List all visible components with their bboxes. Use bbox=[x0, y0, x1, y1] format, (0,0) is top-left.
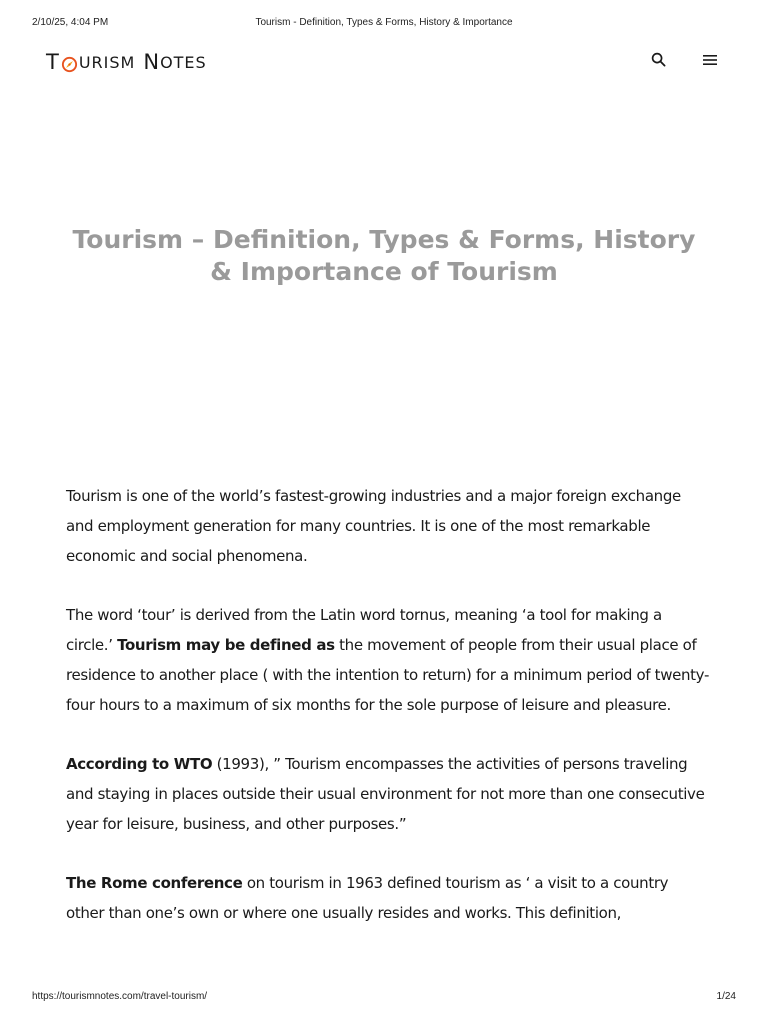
paragraph-definition bbox=[66, 601, 710, 720]
paragraph-definition-text-a: The word ‘tour’ is derived from the Latin word tornus, meaning ‘a tool for making a circle.’ bbox=[66, 606, 662, 654]
print-page-number: 1/24 bbox=[716, 991, 736, 1002]
print-datetime: 2/10/25, 4:04 PM bbox=[32, 17, 109, 28]
logo-text-urism: URISM bbox=[78, 52, 136, 72]
site-logo[interactable] bbox=[46, 50, 207, 74]
logo-letter-n: N bbox=[143, 50, 161, 74]
paragraph-wto-text: (1993), ” Tourism encompasses the activities of persons traveling and staying in places outside their usual environment for not more than one consecutive year for leisure, business, and other purposes.” bbox=[66, 755, 705, 833]
compass-logo-icon bbox=[61, 54, 78, 71]
article-title: Tourism – Definition, Types & Forms, History & Importance of Tourism bbox=[72, 225, 696, 286]
paragraph-rome-conference-text: on tourism in 1963 defined tourism as ‘ a visit to a country other than one’s own or where one usually resides and works. This definition, bbox=[66, 874, 669, 923]
logo-letter-t: T bbox=[46, 50, 60, 74]
definition-emphasis: Tourism may be defined as bbox=[117, 635, 335, 654]
paragraph-intro-text: Tourism is one of the world’s fastest-growing industries and a major foreign exchange and employment generation for many countries. It is one of the most remarkable economic and social phenomena. bbox=[66, 487, 681, 565]
search-icon bbox=[651, 52, 666, 72]
print-header bbox=[32, 17, 736, 31]
menu-button[interactable] bbox=[698, 50, 722, 74]
paragraph-rome-conference bbox=[66, 869, 710, 929]
logo-text-otes: OTES bbox=[160, 52, 207, 72]
rome-conference-emphasis: The Rome conference bbox=[66, 874, 243, 893]
print-footer bbox=[32, 991, 736, 1005]
hamburger-menu-icon bbox=[703, 53, 717, 71]
paragraph-wto bbox=[66, 750, 710, 839]
search-button[interactable] bbox=[646, 50, 670, 74]
wto-emphasis: According to WTO bbox=[66, 755, 213, 774]
print-url: https://tourismnotes.com/travel-tourism/ bbox=[32, 991, 208, 1002]
article-body bbox=[66, 482, 710, 959]
print-document-title: Tourism - Definition, Types & Forms, History & Importance bbox=[255, 17, 513, 28]
paragraph-intro bbox=[66, 482, 710, 571]
site-header bbox=[46, 46, 722, 78]
header-actions bbox=[646, 46, 722, 78]
paragraph-definition-text-b: the movement of people from their usual place of residence to another place ( with the intention to return) for a minimum period of twenty-four hours to a maximum of six months for the sole purpose of leisure and pleasure. bbox=[66, 635, 710, 714]
